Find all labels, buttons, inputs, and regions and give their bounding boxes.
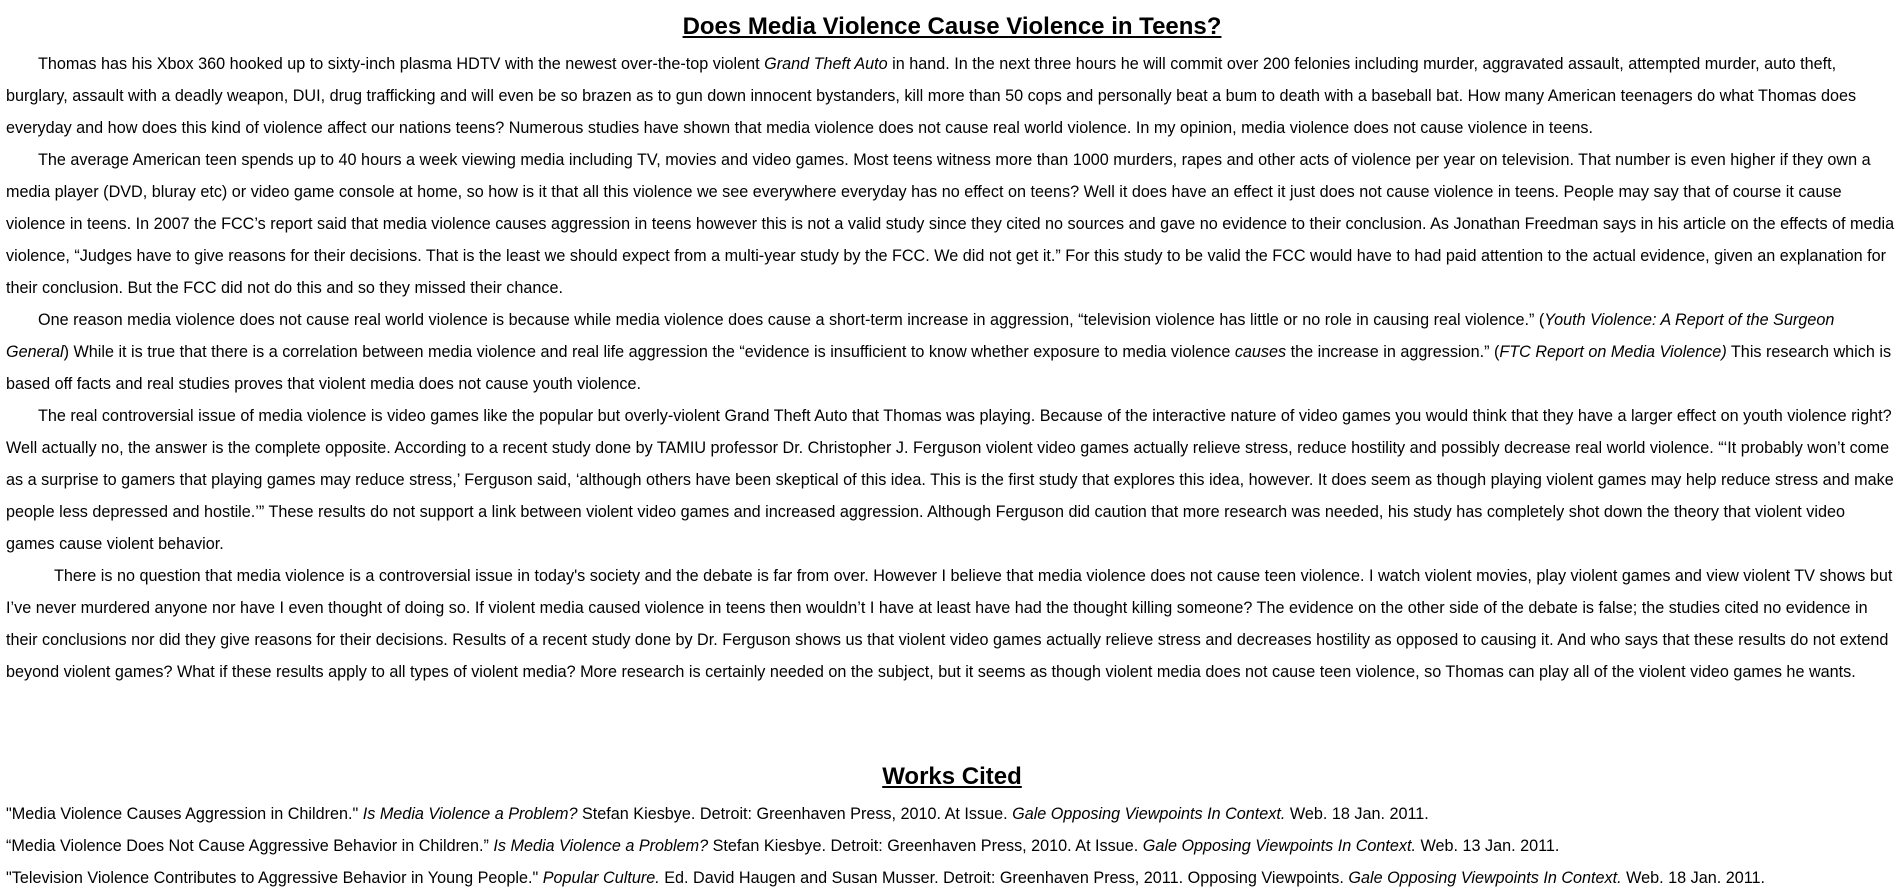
citation-1-book: Is Media Violence a Problem? [362, 805, 578, 823]
paragraph-5 [6, 560, 1898, 688]
paragraph-5-text: There is no question that media violence is a controversial issue in today's society and the debate is far from over. However I believe that media violence does not cause teen violence. I watch violent movies, play violent games and view violent TV shows but I’ve never murdered anyone nor have I even thought of doing so. If violent media caused violence in teens then wouldn’t I have at least have had the thought killing someone? The evidence on the other side of the debate is false; the studies cited no evidence in their conclusions nor did they give reasons for their decisions. Results of a recent study done by Dr. Ferguson shows us that violent video games actually relieve stress and decreases hostility as opposed to causing it. And who says that these results do not extend beyond violent games? What if these results apply to all types of violent media? More research is certainly needed on the subject, but it seems as though violent media does not cause teen violence, so Thomas can play all of the violent video games he wants. [6, 567, 1893, 681]
citation-1 [6, 798, 1898, 830]
citation-2 [6, 830, 1898, 862]
citation-1-date: Web. 18 Jan. 2011. [1285, 805, 1429, 823]
essay-body [6, 48, 1898, 688]
paragraph-3-text-e: the increase in aggression.” ( [1286, 343, 1500, 361]
document-title: Does Media Violence Cause Violence in Teens? [682, 13, 1222, 40]
works-cited-heading: Works Cited [882, 763, 1022, 790]
citation-3-date: Web. 18 Jan. 2011. [1621, 869, 1766, 887]
paragraph-1-text-c: in hand. In the next three hours he will commit over 200 felonies including murder, aggravated assault, attempted murder, auto theft, burglary, assault with a deadly weapon, DUI, drug trafficking and will even be so brazen as to gun down innocent bystanders, kill more than 50 cops and personally beat a bum to death with a baseball bat. How many American teenagers do what Thomas does everyday and how does this kind of violence affect our nations teens? Numerous studies have shown that media violence does not cause real world violence. In my opinion, media violence does not cause violence in teens. [6, 55, 1857, 137]
paragraph-4-text: The real controversial issue of media violence is video games like the popular but overly-violent Grand Theft Auto that Thomas was playing. Because of the interactive nature of video games you would think that they have a larger effect on youth violence right? Well actually no, the answer is the complete opposite. According to a recent study done by TAMIU professor Dr. Christopher J. Ferguson violent video games actually relieve stress, reduce hostility and possibly decrease real world violence. “‘It probably won’t come as a surprise to gamers that playing games may reduce stress,’ Ferguson said, ‘although others have been skeptical of this idea. This is the first study that explores this idea, however. It does seem as though playing violent games may help reduce stress and make people less depressed and hostile.’” These results do not support a link between violent video games and increased aggression. Although Ferguson did caution that more research was needed, his study has completely shot down the theory that violent video games cause violent behavior. [6, 407, 1894, 553]
paragraph-4 [6, 400, 1898, 560]
paragraph-1-italic-game-title: Grand Theft Auto [764, 55, 888, 73]
paragraph-3-italic-source-2: FTC Report on Media Violence) [1499, 343, 1727, 361]
section-spacer [6, 688, 1898, 762]
paragraph-3 [6, 304, 1898, 400]
paragraph-3-italic-causes: causes [1234, 343, 1287, 361]
citation-3-publisher: Ed. David Haugen and Susan Musser. Detroit: Greenhaven Press, 2011. Opposing Viewpoints. [659, 869, 1349, 887]
paragraph-2 [6, 144, 1898, 304]
citation-3 [6, 862, 1898, 894]
paragraph-2-text: The average American teen spends up to 40 hours a week viewing media including TV, movies and video games. Most teens witness more than 1000 murders, rapes and other acts of violence per year on television. That number is even higher if they own a media player (DVD, bluray etc) or video game console at home, so how is it that all this violence we see everywhere everyday has no effect on teens? Well it does have an effect it just does not cause violence in teens. People may say that of course it cause violence in teens. In 2007 the FCC’s report said that media violence causes aggression in teens however this is not a valid study since they cited no sources and gave no evidence to their conclusion. As Jonathan Freedman says in his article on the effects of media violence, “Judges have to give reasons for their decisions. That is the least we should expect from a multi-year study by the FCC. We did not get it.” For this study to be valid the FCC would have to had paid attention to the actual evidence, given an explanation for their conclusion. But the FCC did not do this and so they missed their chance. [6, 151, 1895, 297]
citation-2-book: Is Media Violence a Problem? [493, 837, 709, 855]
citation-2-title: “Media Violence Does Not Cause Aggressive Behavior in Children.” [6, 837, 494, 855]
citation-2-date: Web. 13 Jan. 2011. [1416, 837, 1560, 855]
citation-2-database: Gale Opposing Viewpoints In Context. [1142, 837, 1417, 855]
paragraph-1 [6, 48, 1898, 144]
paragraph-3-italic-source-1: Youth Violence: A Report of the Surgeon General [6, 311, 1835, 361]
citation-1-database: Gale Opposing Viewpoints In Context. [1012, 805, 1286, 823]
paragraph-3-text-g: This research which is based off facts and real studies proves that violent media does not cause youth violence. [6, 343, 1892, 393]
citation-1-title: "Media Violence Causes Aggression in Children." [6, 805, 363, 823]
citation-3-database: Gale Opposing Viewpoints In Context. [1348, 869, 1622, 887]
citation-1-publisher: Stefan Kiesbye. Detroit: Greenhaven Press, 2010. At Issue. [577, 805, 1013, 823]
citation-3-book: Popular Culture. [542, 869, 660, 887]
paragraph-3-text-a: One reason media violence does not cause real world violence is because while media violence does cause a short-term increase in aggression, “television violence has little or no role in causing real violence.” ( [38, 311, 1545, 329]
citation-3-title: "Television Violence Contributes to Aggressive Behavior in Young People." [6, 869, 543, 887]
paragraph-3-text-c: ) While it is true that there is a correlation between media violence and real life aggression the “evidence is insufficient to know whether exposure to media violence [63, 343, 1235, 361]
paragraph-1-text-a: Thomas has his Xbox 360 hooked up to sixty-inch plasma HDTV with the newest over-the-top violent [38, 55, 765, 73]
citation-2-publisher: Stefan Kiesbye. Detroit: Greenhaven Press, 2010. At Issue. [708, 837, 1143, 855]
